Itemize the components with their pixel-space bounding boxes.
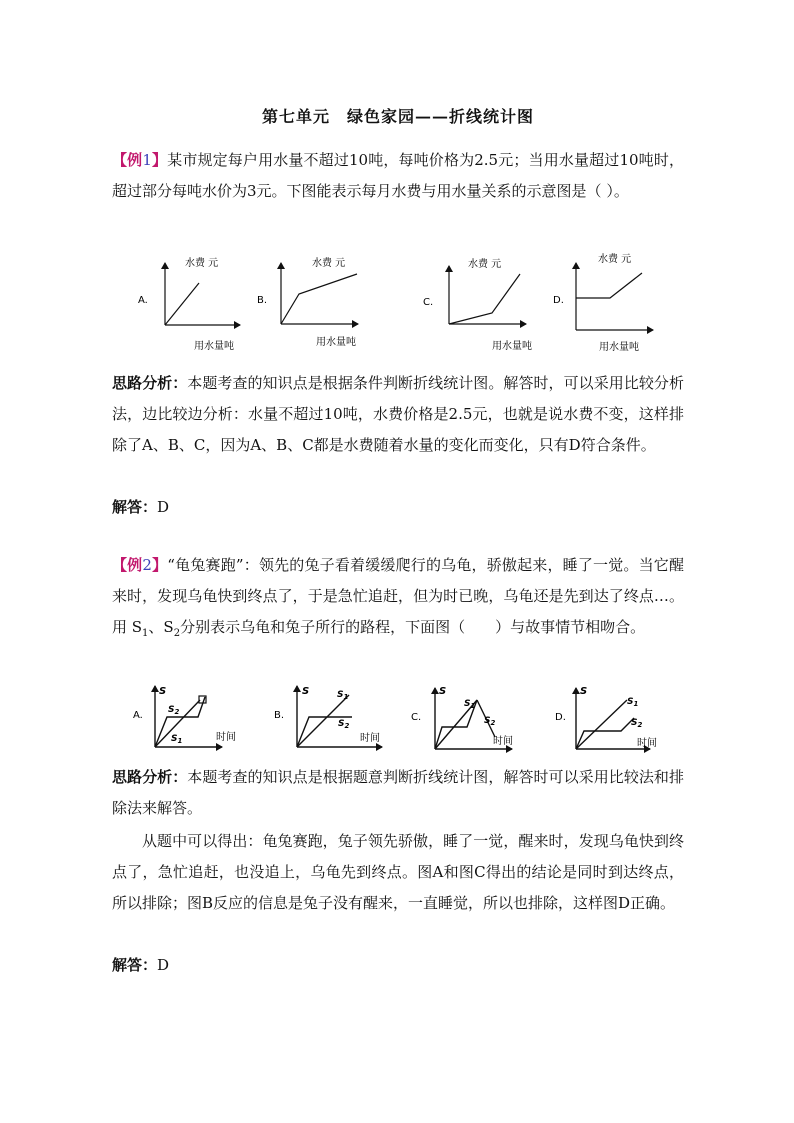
example-1-figures [112, 248, 684, 358]
example-1-figure-set [112, 248, 684, 358]
ex1-fig-d-xlabel: 用水量吨 [599, 342, 639, 353]
ex1-fig-a-ylabel: 水费 元 [185, 258, 219, 269]
ex2-figure-b [274, 686, 382, 747]
svg-text:S: S [302, 686, 310, 697]
svg-text:时间: 时间 [637, 738, 657, 749]
ex1-fig-d-label: D. [553, 295, 564, 306]
ex2-fig-c-label: C. [411, 712, 422, 723]
ex1-figure-b [257, 256, 358, 348]
ex1-fig-a-xlabel: 用水量吨 [194, 341, 234, 352]
svg-text:时间: 时间 [216, 732, 236, 743]
svg-text:S2: $S_2$ [484, 716, 496, 727]
ex1-fig-b-xlabel: 用水量吨 [316, 337, 356, 348]
ex1-figure-d [553, 252, 653, 353]
svg-text:S2: $S_2$ [168, 705, 180, 716]
svg-text:时间: 时间 [360, 733, 380, 744]
example-1-analysis: 思路分析：本题考查的知识点是根据条件判断折线统计图。解答时，可以采用比较分析法，边比较边分析：水量不超过10吨，水费价格是2.5元，也就是说水费不变，这样排除了A、B、C，因为A、B、C都是水费随着水量的变化而变化，只有D符合条件。 [112, 374, 684, 454]
page-title: 第七单元 绿色家园——折线统计图 [261, 107, 534, 126]
ex2-fig-a-label: A. [133, 710, 143, 721]
ex1-fig-d-ylabel: 水费 元 [598, 254, 632, 265]
example-1-answer: 解答：D [112, 498, 170, 516]
ex1-figure-a [138, 256, 240, 352]
example-1-analysis-label: 思路分析： [112, 374, 188, 392]
ex1-fig-c-ylabel: 水费 元 [468, 259, 502, 270]
svg-text:S1: $S_1$ [171, 734, 183, 745]
example-2-figure-set [112, 680, 684, 758]
example-2-answer-label: 解答： [112, 956, 158, 974]
example-2-analysis-label: 思路分析： [112, 768, 188, 786]
svg-text:S: S [580, 686, 588, 697]
example-1-tag: 【例1】 [112, 151, 168, 169]
svg-text:S: S [439, 686, 447, 697]
ex1-fig-a-label: A. [138, 295, 148, 306]
svg-text:S2: $S_2$ [631, 718, 643, 729]
example-1-answer-label: 解答： [112, 498, 158, 516]
example-2-answer: 解答：D [112, 956, 170, 974]
example-2-analysis-detail: 从题中可以得出：龟兔赛跑，兔子领先骄傲，睡了一觉，醒来时，发现乌龟快到终点了，急忙追赶，也没追上，乌龟先到终点。图A和图C得出的结论是同时到达终点，所以排除；图B反应的信息是兔子没有醒来，一直睡觉，所以也排除，这样图D正确。 [112, 832, 684, 912]
ex2-fig-b-label: B. [274, 710, 285, 721]
svg-text:S: S [159, 686, 167, 697]
ex2-figure-c [411, 686, 513, 749]
ex1-fig-c-xlabel: 用水量吨 [492, 341, 532, 352]
example-1-question: 【例1】某市规定每户用水量不超过10吨，每吨价格为2.5元；当用水量超过10吨时，超过部分每吨水价为3元。下图能表示每月水费与用水量关系的示意图是（ ）。 [112, 151, 684, 200]
example-2-analysis: 思路分析：本题考查的知识点是根据题意判断折线统计图，解答时可以采用比较法和排除法来解答。 [112, 768, 684, 817]
ex1-figure-c [423, 257, 532, 352]
example-2-figures [112, 680, 684, 758]
ex2-figure-d [555, 686, 657, 749]
ex1-fig-b-ylabel: 水费 元 [312, 258, 346, 269]
ex1-fig-b-label: B. [257, 295, 268, 306]
example-2-question: 【例2】“龟兔赛跑”：领先的兔子看着缓缓爬行的乌龟，骄傲起来，睡了一觉。当它醒来时，发现乌龟快到终点了，于是急忙追赶，但为时已晚，乌龟还是先到达了终点…。用 $S_1$、$S_2$分别表示乌龟和兔子所行的路程，下面图（ ）与故事情节相吻合。 [112, 556, 684, 639]
svg-text:S1: $S_1$ [464, 699, 476, 710]
ex2-figure-a [133, 686, 236, 747]
ex1-fig-c-label: C. [423, 297, 434, 308]
svg-text:时间: 时间 [493, 736, 513, 747]
ex2-fig-d-label: D. [555, 712, 566, 723]
svg-text:S1: $S_1$ [627, 697, 639, 708]
svg-text:S2: $S_2$ [338, 719, 350, 730]
example-2-tag: 【例2】 [112, 556, 168, 574]
svg-text:S1: $S_1$ [337, 690, 349, 701]
